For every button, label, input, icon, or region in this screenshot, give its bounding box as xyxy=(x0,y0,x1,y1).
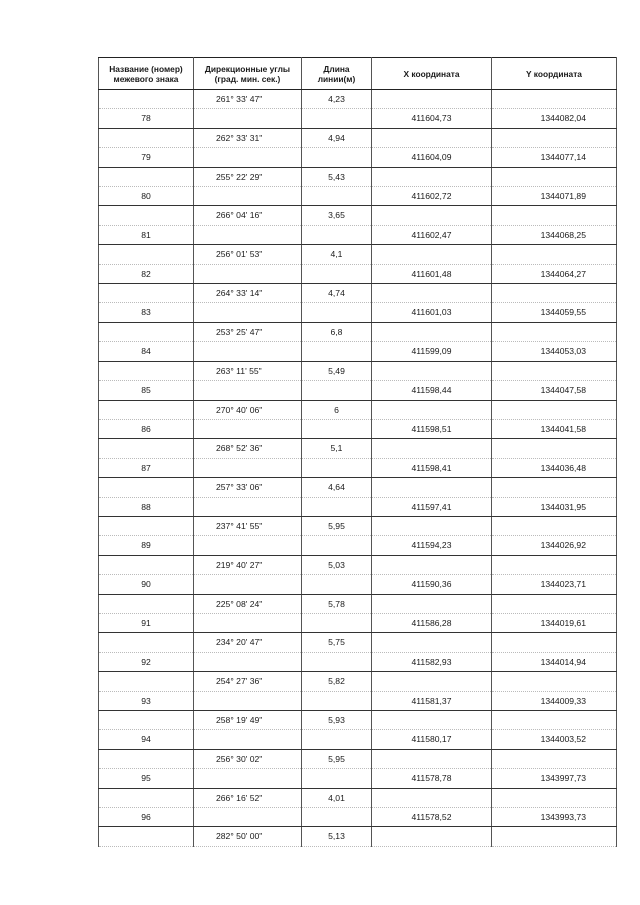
cell-x-coordinate xyxy=(372,749,492,768)
cell-line-length: 5,43 xyxy=(302,167,372,186)
cell-x-coordinate xyxy=(372,516,492,535)
table-row-boundary-point xyxy=(99,187,617,206)
table-row-line-segment xyxy=(99,128,617,147)
cell-direction-angle xyxy=(194,458,302,477)
cell-line-length xyxy=(302,264,372,283)
cell-mark-name xyxy=(99,516,194,535)
cell-direction-angle xyxy=(194,419,302,438)
cell-x-coordinate xyxy=(372,439,492,458)
boundary-coordinates-table xyxy=(98,57,617,847)
cell-y-coordinate xyxy=(492,594,617,613)
cell-line-length: 5,75 xyxy=(302,633,372,652)
header-y-coordinate: Y координата xyxy=(492,58,617,90)
cell-x-coordinate: 411598,41 xyxy=(372,458,492,477)
cell-x-coordinate xyxy=(372,788,492,807)
cell-mark-name: 94 xyxy=(99,730,194,749)
cell-mark-name: 90 xyxy=(99,575,194,594)
table-row-line-segment xyxy=(99,633,617,652)
cell-direction-angle xyxy=(194,613,302,632)
cell-direction-angle: 270° 40' 06" xyxy=(194,400,302,419)
cell-y-coordinate xyxy=(492,788,617,807)
cell-mark-name: 95 xyxy=(99,769,194,788)
cell-line-length: 5,78 xyxy=(302,594,372,613)
cell-mark-name: 83 xyxy=(99,303,194,322)
cell-y-coordinate xyxy=(492,672,617,691)
cell-x-coordinate xyxy=(372,167,492,186)
cell-direction-angle: 255° 22' 29" xyxy=(194,167,302,186)
cell-mark-name xyxy=(99,245,194,264)
cell-line-length: 5,82 xyxy=(302,672,372,691)
cell-y-coordinate xyxy=(492,633,617,652)
cell-y-coordinate: 1344077,14 xyxy=(492,148,617,167)
cell-x-coordinate: 411598,51 xyxy=(372,419,492,438)
cell-x-coordinate: 411582,93 xyxy=(372,652,492,671)
cell-y-coordinate: 1344059,55 xyxy=(492,303,617,322)
cell-line-length: 3,65 xyxy=(302,206,372,225)
cell-y-coordinate xyxy=(492,206,617,225)
cell-line-length xyxy=(302,342,372,361)
cell-direction-angle xyxy=(194,691,302,710)
table-row-line-segment xyxy=(99,711,617,730)
cell-mark-name xyxy=(99,284,194,303)
cell-direction-angle: 219° 40' 27" xyxy=(194,555,302,574)
cell-x-coordinate: 411580,17 xyxy=(372,730,492,749)
cell-y-coordinate xyxy=(492,516,617,535)
cell-y-coordinate xyxy=(492,167,617,186)
cell-y-coordinate: 1343997,73 xyxy=(492,769,617,788)
cell-y-coordinate: 1344047,58 xyxy=(492,381,617,400)
cell-mark-name: 91 xyxy=(99,613,194,632)
cell-direction-angle xyxy=(194,575,302,594)
cell-x-coordinate xyxy=(372,361,492,380)
cell-line-length xyxy=(302,187,372,206)
cell-y-coordinate: 1344071,89 xyxy=(492,187,617,206)
cell-line-length xyxy=(302,730,372,749)
cell-mark-name: 80 xyxy=(99,187,194,206)
cell-line-length: 4,01 xyxy=(302,788,372,807)
cell-y-coordinate: 1344068,25 xyxy=(492,225,617,244)
cell-x-coordinate xyxy=(372,478,492,497)
cell-mark-name xyxy=(99,361,194,380)
cell-y-coordinate xyxy=(492,439,617,458)
cell-x-coordinate xyxy=(372,711,492,730)
cell-line-length xyxy=(302,497,372,516)
header-mark-name: Название (номер) межевого знака xyxy=(99,58,194,90)
cell-line-length: 4,94 xyxy=(302,128,372,147)
cell-y-coordinate xyxy=(492,478,617,497)
cell-mark-name xyxy=(99,439,194,458)
table-row-boundary-point xyxy=(99,381,617,400)
cell-y-coordinate: 1344023,71 xyxy=(492,575,617,594)
cell-x-coordinate: 411594,23 xyxy=(372,536,492,555)
cell-line-length: 4,64 xyxy=(302,478,372,497)
cell-direction-angle xyxy=(194,730,302,749)
cell-x-coordinate xyxy=(372,633,492,652)
table-row-line-segment xyxy=(99,516,617,535)
cell-y-coordinate xyxy=(492,361,617,380)
cell-direction-angle xyxy=(194,652,302,671)
header-direction-angle: Дирекционные углы (град. мин. сек.) xyxy=(194,58,302,90)
cell-direction-angle: 263° 11' 55" xyxy=(194,361,302,380)
cell-mark-name xyxy=(99,749,194,768)
cell-x-coordinate: 411578,78 xyxy=(372,769,492,788)
cell-direction-angle: 254° 27' 36" xyxy=(194,672,302,691)
cell-x-coordinate xyxy=(372,400,492,419)
cell-mark-name: 82 xyxy=(99,264,194,283)
cell-x-coordinate: 411598,44 xyxy=(372,381,492,400)
cell-direction-angle: 237° 41' 55" xyxy=(194,516,302,535)
cell-mark-name xyxy=(99,206,194,225)
cell-mark-name xyxy=(99,555,194,574)
table-row-boundary-point xyxy=(99,575,617,594)
cell-mark-name: 79 xyxy=(99,148,194,167)
table-row-line-segment xyxy=(99,749,617,768)
table-row-boundary-point xyxy=(99,691,617,710)
cell-line-length: 5,93 xyxy=(302,711,372,730)
cell-line-length: 6 xyxy=(302,400,372,419)
cell-direction-angle: 282° 50' 00" xyxy=(194,827,302,846)
table-row-boundary-point xyxy=(99,109,617,128)
cell-x-coordinate: 411604,73 xyxy=(372,109,492,128)
cell-x-coordinate xyxy=(372,594,492,613)
cell-mark-name xyxy=(99,633,194,652)
table-row-line-segment xyxy=(99,361,617,380)
cell-direction-angle xyxy=(194,225,302,244)
cell-y-coordinate: 1344036,48 xyxy=(492,458,617,477)
cell-y-coordinate xyxy=(492,400,617,419)
cell-y-coordinate: 1344064,27 xyxy=(492,264,617,283)
cell-mark-name: 86 xyxy=(99,419,194,438)
cell-y-coordinate xyxy=(492,322,617,341)
cell-mark-name xyxy=(99,478,194,497)
table-body xyxy=(99,90,617,847)
cell-line-length xyxy=(302,109,372,128)
cell-line-length xyxy=(302,148,372,167)
cell-x-coordinate xyxy=(372,827,492,846)
cell-mark-name xyxy=(99,711,194,730)
cell-x-coordinate xyxy=(372,245,492,264)
cell-line-length: 5,1 xyxy=(302,439,372,458)
cell-direction-angle: 234° 20' 47" xyxy=(194,633,302,652)
cell-direction-angle xyxy=(194,536,302,555)
table-row-line-segment xyxy=(99,478,617,497)
cell-y-coordinate: 1344041,58 xyxy=(492,419,617,438)
cell-line-length: 5,13 xyxy=(302,827,372,846)
cell-x-coordinate: 411601,03 xyxy=(372,303,492,322)
table-row-boundary-point xyxy=(99,148,617,167)
table-row-boundary-point xyxy=(99,808,617,827)
cell-x-coordinate: 411578,52 xyxy=(372,808,492,827)
cell-mark-name xyxy=(99,322,194,341)
table-row-line-segment xyxy=(99,672,617,691)
table-row-boundary-point xyxy=(99,303,617,322)
cell-line-length xyxy=(302,458,372,477)
cell-y-coordinate xyxy=(492,284,617,303)
cell-direction-angle: 256° 30' 02" xyxy=(194,749,302,768)
cell-direction-angle: 258° 19' 49" xyxy=(194,711,302,730)
cell-y-coordinate xyxy=(492,555,617,574)
cell-x-coordinate xyxy=(372,90,492,109)
cell-line-length: 4,74 xyxy=(302,284,372,303)
cell-y-coordinate: 1344014,94 xyxy=(492,652,617,671)
cell-line-length xyxy=(302,808,372,827)
cell-line-length xyxy=(302,652,372,671)
cell-y-coordinate xyxy=(492,245,617,264)
cell-x-coordinate xyxy=(372,206,492,225)
cell-x-coordinate xyxy=(372,555,492,574)
cell-direction-angle: 256° 01' 53" xyxy=(194,245,302,264)
cell-y-coordinate: 1343993,73 xyxy=(492,808,617,827)
cell-x-coordinate xyxy=(372,284,492,303)
table-row-line-segment xyxy=(99,284,617,303)
table-row-line-segment xyxy=(99,245,617,264)
table-row-boundary-point xyxy=(99,225,617,244)
cell-line-length: 4,1 xyxy=(302,245,372,264)
cell-direction-angle: 266° 16' 52" xyxy=(194,788,302,807)
cell-direction-angle: 257° 33' 06" xyxy=(194,478,302,497)
table-row-boundary-point xyxy=(99,652,617,671)
table-header-row xyxy=(99,58,617,90)
cell-y-coordinate: 1344003,52 xyxy=(492,730,617,749)
cell-direction-angle: 253° 25' 47" xyxy=(194,322,302,341)
cell-mark-name: 81 xyxy=(99,225,194,244)
cell-direction-angle: 225° 08' 24" xyxy=(194,594,302,613)
cell-x-coordinate xyxy=(372,672,492,691)
cell-x-coordinate: 411599,09 xyxy=(372,342,492,361)
cell-y-coordinate: 1344082,04 xyxy=(492,109,617,128)
cell-line-length: 5,49 xyxy=(302,361,372,380)
cell-mark-name: 85 xyxy=(99,381,194,400)
table-row-boundary-point xyxy=(99,342,617,361)
cell-x-coordinate: 411604,09 xyxy=(372,148,492,167)
cell-x-coordinate: 411602,47 xyxy=(372,225,492,244)
table-row-line-segment xyxy=(99,788,617,807)
cell-direction-angle: 261° 33' 47" xyxy=(194,90,302,109)
table-row-line-segment xyxy=(99,206,617,225)
cell-y-coordinate xyxy=(492,827,617,846)
cell-y-coordinate xyxy=(492,128,617,147)
table-row-line-segment xyxy=(99,827,617,846)
cell-x-coordinate xyxy=(372,322,492,341)
cell-direction-angle xyxy=(194,303,302,322)
header-x-coordinate: X координата xyxy=(372,58,492,90)
cell-line-length: 5,03 xyxy=(302,555,372,574)
cell-x-coordinate: 411597,41 xyxy=(372,497,492,516)
cell-x-coordinate: 411590,36 xyxy=(372,575,492,594)
table-row-line-segment xyxy=(99,594,617,613)
cell-direction-angle xyxy=(194,187,302,206)
table-row-line-segment xyxy=(99,439,617,458)
cell-mark-name xyxy=(99,128,194,147)
table-row-boundary-point xyxy=(99,613,617,632)
cell-line-length: 4,23 xyxy=(302,90,372,109)
cell-x-coordinate: 411602,72 xyxy=(372,187,492,206)
cell-mark-name: 89 xyxy=(99,536,194,555)
table-row-line-segment xyxy=(99,322,617,341)
cell-mark-name: 93 xyxy=(99,691,194,710)
table-row-line-segment xyxy=(99,167,617,186)
cell-line-length xyxy=(302,303,372,322)
header-line-length: Длина линии(м) xyxy=(302,58,372,90)
cell-direction-angle xyxy=(194,148,302,167)
table-row-boundary-point xyxy=(99,536,617,555)
cell-direction-angle xyxy=(194,342,302,361)
cell-mark-name xyxy=(99,788,194,807)
cell-x-coordinate: 411601,48 xyxy=(372,264,492,283)
table-row-boundary-point xyxy=(99,497,617,516)
table-row-boundary-point xyxy=(99,419,617,438)
table-row-boundary-point xyxy=(99,769,617,788)
cell-direction-angle xyxy=(194,769,302,788)
cell-direction-angle: 268° 52' 36" xyxy=(194,439,302,458)
cell-y-coordinate xyxy=(492,90,617,109)
cell-x-coordinate: 411586,28 xyxy=(372,613,492,632)
cell-direction-angle: 262° 33' 31" xyxy=(194,128,302,147)
cell-line-length xyxy=(302,575,372,594)
cell-mark-name: 78 xyxy=(99,109,194,128)
cell-direction-angle xyxy=(194,109,302,128)
cell-direction-angle xyxy=(194,381,302,400)
cell-x-coordinate xyxy=(372,128,492,147)
cell-line-length xyxy=(302,769,372,788)
table-row-line-segment xyxy=(99,400,617,419)
cell-direction-angle xyxy=(194,264,302,283)
cell-y-coordinate xyxy=(492,711,617,730)
cell-mark-name xyxy=(99,400,194,419)
table-row-boundary-point xyxy=(99,458,617,477)
cell-mark-name xyxy=(99,594,194,613)
cell-line-length: 6,8 xyxy=(302,322,372,341)
cell-direction-angle: 264° 33' 14" xyxy=(194,284,302,303)
cell-mark-name: 84 xyxy=(99,342,194,361)
cell-y-coordinate: 1344026,92 xyxy=(492,536,617,555)
cell-y-coordinate: 1344031,95 xyxy=(492,497,617,516)
cell-mark-name xyxy=(99,167,194,186)
table-row-line-segment xyxy=(99,555,617,574)
cell-direction-angle xyxy=(194,497,302,516)
cell-line-length xyxy=(302,536,372,555)
table-row-boundary-point xyxy=(99,264,617,283)
table-row-boundary-point xyxy=(99,730,617,749)
table-row-line-segment xyxy=(99,90,617,109)
cell-line-length xyxy=(302,381,372,400)
cell-y-coordinate xyxy=(492,749,617,768)
cell-line-length: 5,95 xyxy=(302,749,372,768)
cell-direction-angle: 266° 04' 16" xyxy=(194,206,302,225)
cell-line-length xyxy=(302,691,372,710)
cell-mark-name: 92 xyxy=(99,652,194,671)
cell-mark-name xyxy=(99,672,194,691)
cell-mark-name: 88 xyxy=(99,497,194,516)
cell-mark-name xyxy=(99,827,194,846)
cell-mark-name: 96 xyxy=(99,808,194,827)
cell-line-length xyxy=(302,225,372,244)
cell-direction-angle xyxy=(194,808,302,827)
cell-y-coordinate: 1344053,03 xyxy=(492,342,617,361)
cell-line-length xyxy=(302,419,372,438)
cell-line-length xyxy=(302,613,372,632)
cell-line-length: 5,95 xyxy=(302,516,372,535)
cell-x-coordinate: 411581,37 xyxy=(372,691,492,710)
cell-y-coordinate: 1344019,61 xyxy=(492,613,617,632)
cell-mark-name xyxy=(99,90,194,109)
cell-mark-name: 87 xyxy=(99,458,194,477)
cell-y-coordinate: 1344009,33 xyxy=(492,691,617,710)
